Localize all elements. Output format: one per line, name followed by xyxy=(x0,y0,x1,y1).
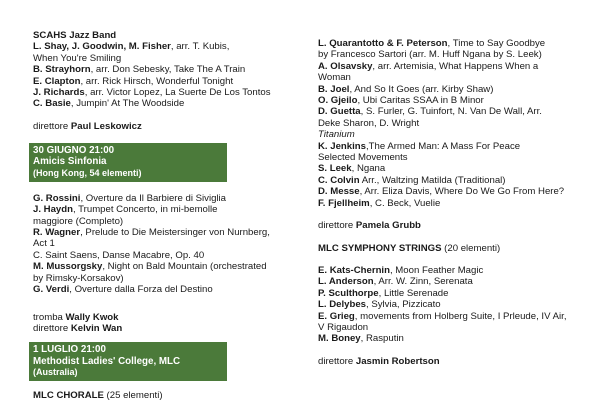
program-line: P. Sculthorpe, Little Serenade xyxy=(318,287,449,299)
program-line: D. Messe, Arr. Eliza Davis, Where Do We Go From Here? xyxy=(318,186,565,198)
left-column xyxy=(33,30,295,401)
event-banner-30-giugno xyxy=(29,143,227,182)
jazz-program xyxy=(33,41,295,109)
amicis-director: direttore Kelvin Wan xyxy=(33,322,123,334)
spacer xyxy=(33,334,295,342)
program-line: When You're Smiling xyxy=(33,52,122,64)
chorale-program xyxy=(318,38,598,209)
event-ensemble: Methodist Ladies' College, MLC xyxy=(33,355,181,367)
event-date: 1 LUGLIO 21:00 xyxy=(33,344,106,356)
program-line: M. Boney, Rasputin xyxy=(318,333,404,345)
trumpet-soloist: tromba Wally Kwok xyxy=(33,311,119,323)
program-line: by Rimsky-Korsakov) xyxy=(33,272,124,284)
program-line: B. Joel, And So It Goes (arr. Kirby Shaw) xyxy=(318,83,494,95)
program-line: L. Shay, J. Goodwin, M. Fisher, arr. T. Kubis, xyxy=(33,41,230,53)
program-line: L. Anderson, Arr. W. Zinn, Serenata xyxy=(318,276,473,288)
spacer xyxy=(318,254,598,265)
program-line: A. Olsavsky, arr. Artemisia, What Happens When a xyxy=(318,60,539,72)
event-detail: (Hong Kong, 54 elementi) xyxy=(33,167,142,178)
spacer xyxy=(33,132,295,143)
program-line: M. Mussorgsky, Night on Bald Mountain (orchestrated xyxy=(33,261,267,273)
event-detail: (Australia) xyxy=(33,366,78,377)
program-line: O. Gjeilo, Ubi Caritas SSAA in B Minor xyxy=(318,95,484,107)
chorale-director: direttore Pamela Grubb xyxy=(318,220,421,232)
program-line: C. Saint Saens, Danse Macabre, Op. 40 xyxy=(33,249,205,261)
program-line: C. Basie, Jumpin' At The Woodside xyxy=(33,98,185,110)
program-line: G. Verdi, Overture dalla Forza del Destino xyxy=(33,284,213,296)
spacer xyxy=(33,182,295,193)
spacer xyxy=(33,381,295,390)
program-line: B. Strayhorn, arr. Don Sebesky, Take The A Train xyxy=(33,64,246,76)
program-line: Titanium xyxy=(318,129,355,141)
spacer xyxy=(33,296,295,307)
strings-heading: MLC SYMPHONY STRINGS (20 elementi) xyxy=(318,242,501,254)
event-date: 30 GIUGNO 21:00 xyxy=(33,145,115,157)
program-line: K. Jenkins,The Armed Man: A Mass For Peace xyxy=(318,140,521,152)
jazz-director: direttore Paul Leskowicz xyxy=(33,120,142,132)
right-column xyxy=(318,38,598,367)
program-line: V Rigaudon xyxy=(318,321,369,333)
program-line: J. Haydn, Trumpet Concerto, in mi-bemolle xyxy=(33,204,218,216)
program-line: by Francesco Sartori (arr. M. Huff Ngana by S. Leek) xyxy=(318,49,542,61)
program-line: E. Kats-Chernin, Moon Feather Magic xyxy=(318,264,484,276)
amicis-program xyxy=(33,193,295,296)
strings-program xyxy=(318,265,598,345)
program-line: D. Guetta, S. Furler, G. Tuinfort, N. Van De Wall, Arr. xyxy=(318,106,542,118)
chorale-heading: MLC CHORALE (25 elementi) xyxy=(33,389,163,401)
program-line: E. Clapton, arr. Rick Hirsch, Wonderful Tonight xyxy=(33,75,234,87)
jazz-band-title: SCAHS Jazz Band xyxy=(33,30,117,41)
spacer xyxy=(318,345,598,356)
program-line: J. Richards, arr. Victor Lopez, La Suerte De Los Tontos xyxy=(33,87,271,99)
spacer xyxy=(33,110,295,121)
spacer xyxy=(318,209,598,220)
program-line: maggiore (Completo) xyxy=(33,215,124,227)
program-line: R. Wagner, Prelude to Die Meistersinger von Nurnberg, xyxy=(33,227,270,239)
program-line: Woman xyxy=(318,72,351,84)
spacer xyxy=(318,232,598,243)
program-line: F. Fjellheim, C. Beck, Vuelie xyxy=(318,197,441,209)
program-line: S. Leek, Ngana xyxy=(318,163,386,175)
program-line: L. Delybes, Sylvia, Pizzicato xyxy=(318,299,441,311)
program-line: Act 1 xyxy=(33,238,55,250)
event-ensemble: Amicis Sinfonia xyxy=(33,156,107,168)
program-line: Selected Movements xyxy=(318,152,408,164)
program-line: Deke Sharon, D. Wright xyxy=(318,117,420,129)
event-banner-1-luglio xyxy=(29,342,227,381)
strings-director: direttore Jasmin Robertson xyxy=(318,355,440,367)
program-line: G. Rossini, Overture da Il Barbiere di Siviglia xyxy=(33,192,227,204)
program-line: C. Colvin Arr., Waltzing Matilda (Traditional) xyxy=(318,174,506,186)
program-line: E. Grieg, movements from Holberg Suite, I Prleude, IV Air, xyxy=(318,310,567,322)
program-line: L. Quarantotto & F. Peterson, Time to Say Goodbye xyxy=(318,38,546,49)
